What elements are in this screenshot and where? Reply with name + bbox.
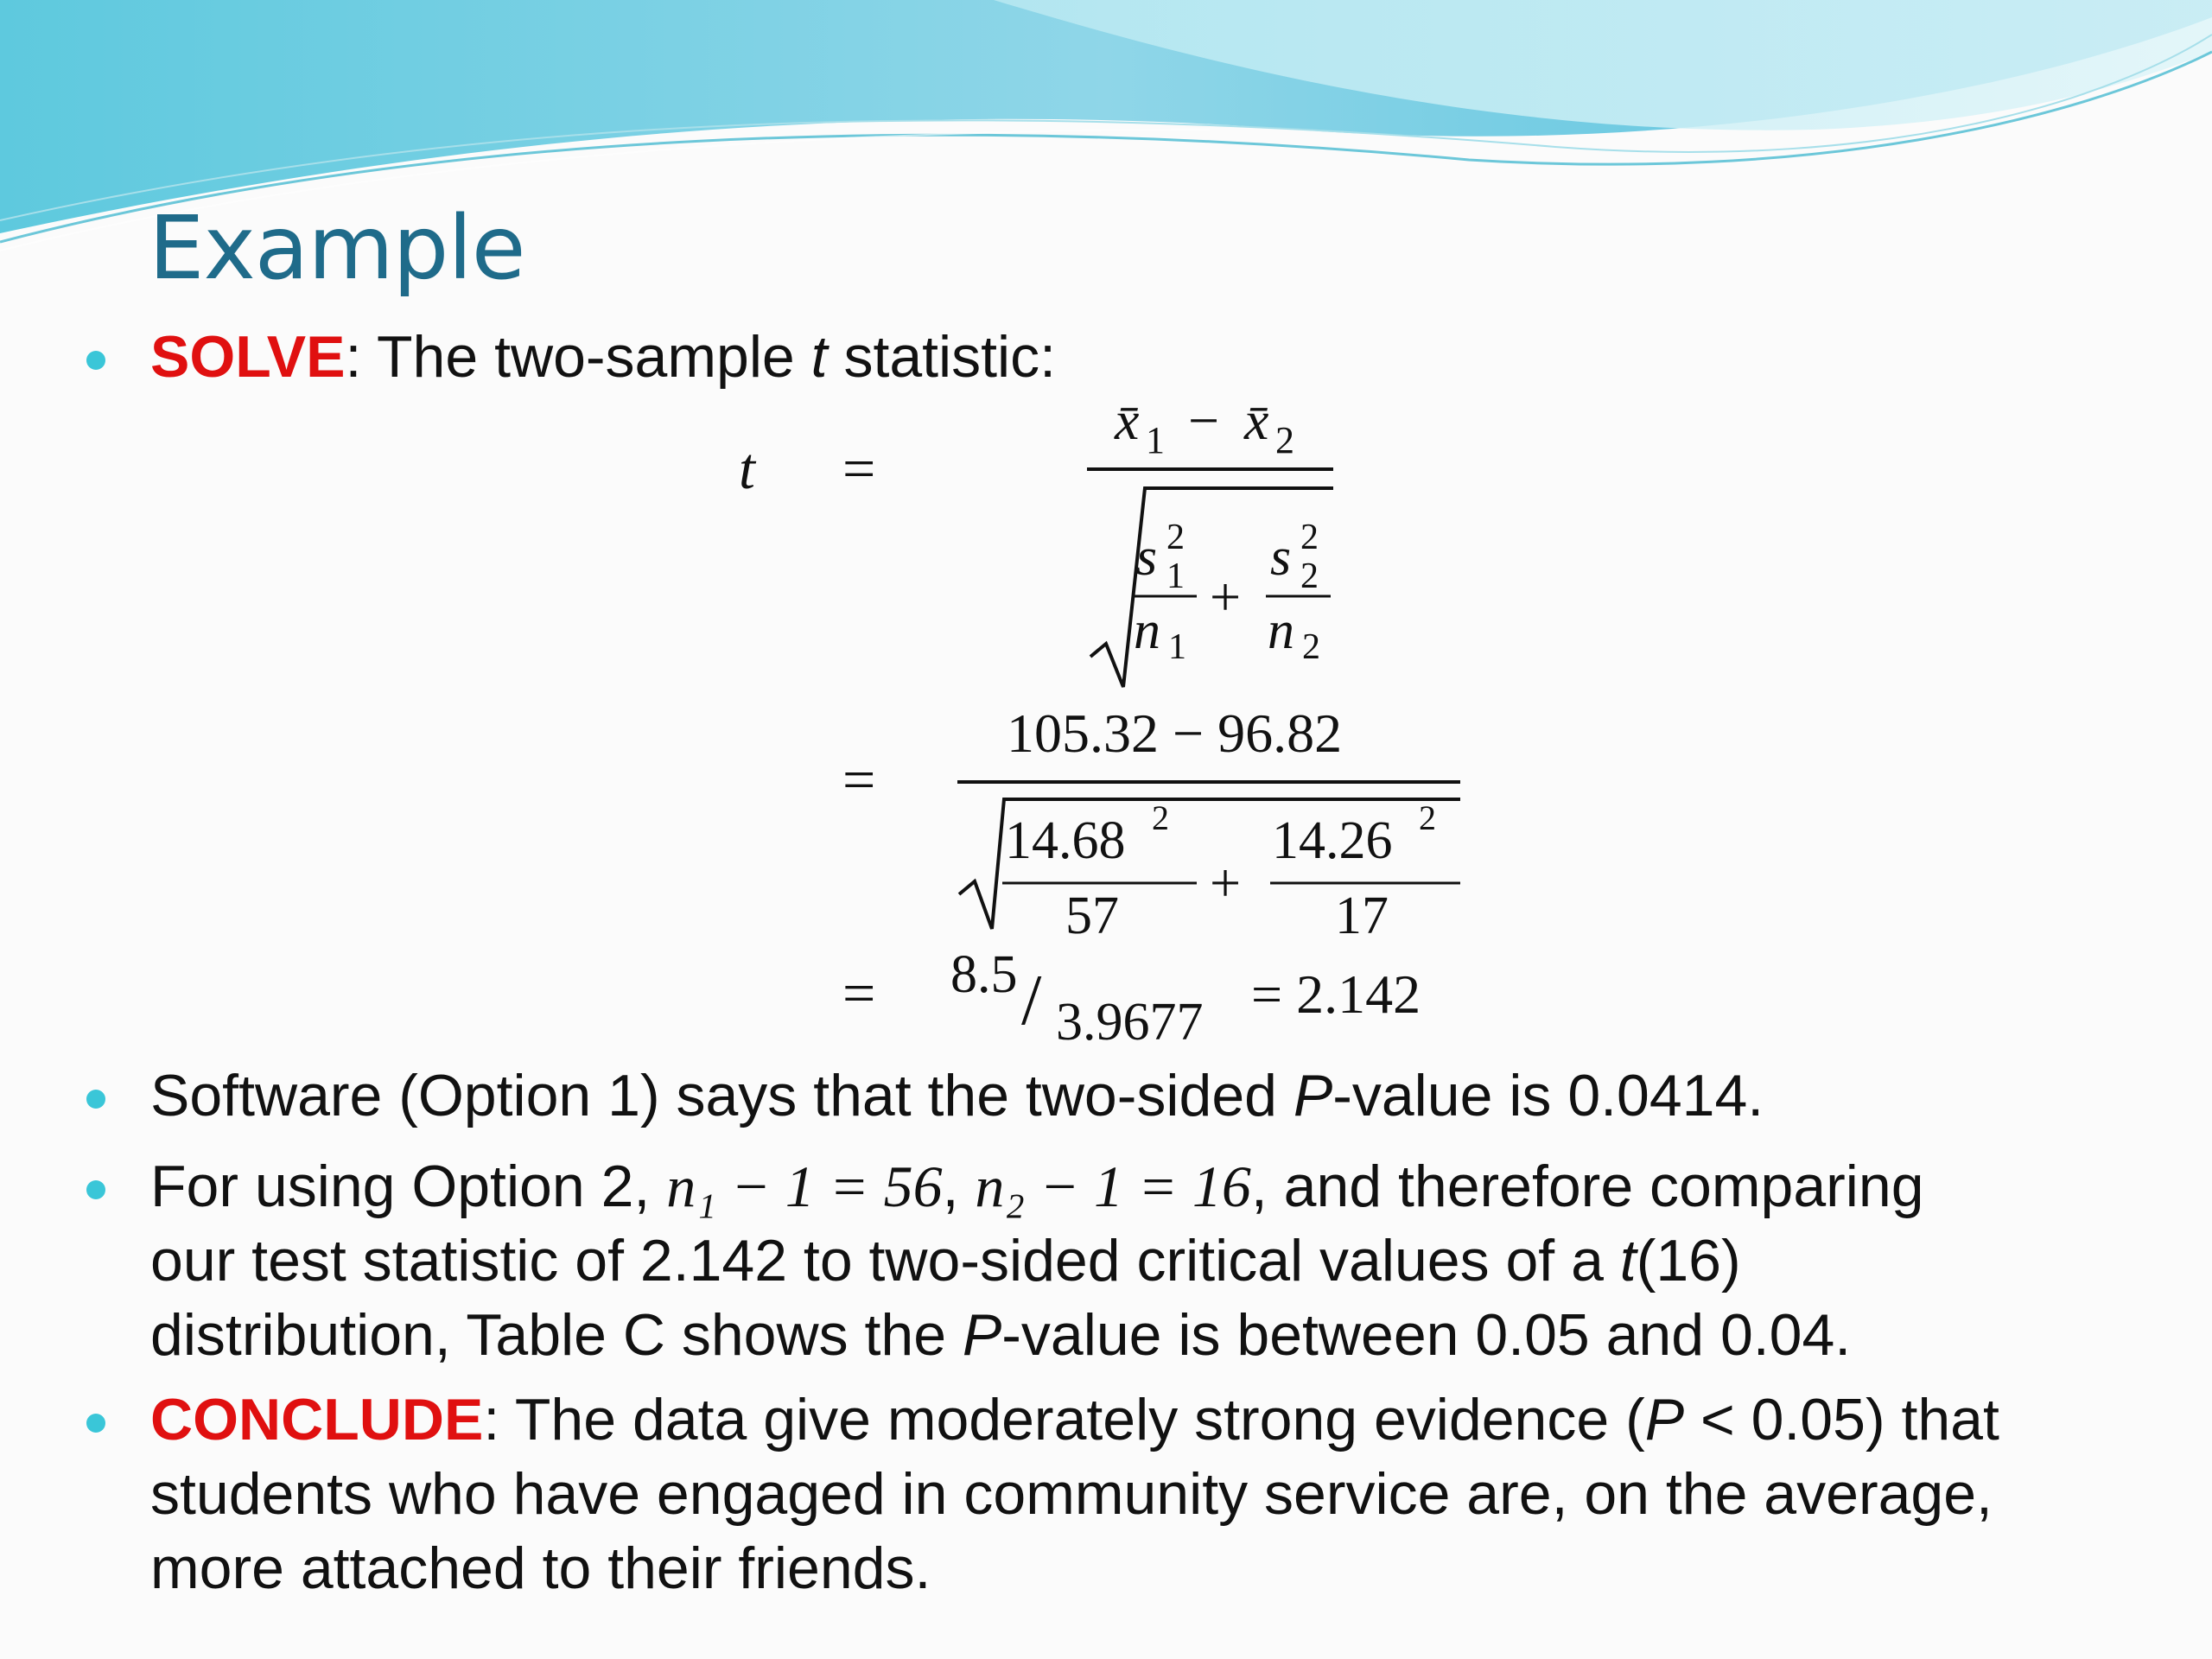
b-value: 14.26 [1272,811,1393,870]
bullet-italic: P [1293,1063,1333,1128]
s1-sub: 1 [1166,556,1185,596]
bullet-text-segment: , [942,1154,976,1219]
d2-value: 17 [1335,887,1389,945]
formula-equals-3: = [842,960,876,1026]
plus-1: + [1210,566,1242,627]
bullet-italic: P [962,1302,1002,1368]
xbar2-sub: 2 [1275,419,1294,461]
numerator-values: 105.32 − 96.82 [1007,702,1343,764]
math-df2: n₂ − 1 = 16 [975,1154,1251,1219]
num-minus: − [1188,390,1220,451]
n1-sub: 1 [1168,627,1186,667]
bullet-text-segment: -value is 0.0414. [1332,1063,1764,1128]
a-sup: 2 [1152,798,1169,837]
slide-title: Example [149,197,525,300]
bullet-italic: t [1619,1228,1637,1294]
bullet-text-line2: students who have engaged in community service are, on the average, [150,1461,1993,1527]
frac-slash: / [1021,960,1042,1040]
s1-sup: 2 [1166,518,1185,557]
bullet-text-segment: distribution, Table C shows the [150,1302,963,1368]
frac-den: 3.9677 [1056,993,1204,1052]
bullet-text-segment: -value is between 0.05 and 0.04. [1001,1302,1852,1368]
bullet-text-segment: , and therefore comparing [1250,1154,1924,1219]
s2: s [1270,528,1292,587]
conclude-label: CONCLUDE [150,1387,484,1452]
solve-label: SOLVE [150,324,346,390]
result: = 2.142 [1251,963,1421,1025]
a-value: 14.68 [1005,811,1126,870]
s2-sup: 2 [1300,518,1319,557]
bullet-text-line3: more attached to their friends. [150,1535,931,1601]
s2-sub: 2 [1300,556,1319,596]
bullet-text-segment: statistic: [827,324,1057,390]
plus-2: + [1210,852,1242,913]
bullet-text-segment: For using Option 2, [150,1154,667,1219]
n1: n [1134,601,1160,660]
bullet-italic: P [1644,1387,1685,1452]
n2: n [1268,601,1294,660]
n2-sub: 2 [1302,627,1320,667]
s1: s [1136,528,1158,587]
xbar2: x̄ [1244,390,1269,451]
d1-value: 57 [1065,887,1119,945]
bullet-text-segment: : The data give moderately strong evidence ( [483,1387,1645,1452]
b-sup: 2 [1419,798,1436,837]
formula-equals-1: = [842,435,876,501]
bullet-text-segment: < 0.05) that [1684,1387,1999,1452]
math-df1: n₁ − 1 = 56 [666,1154,943,1219]
bullet-text-segment: (16) [1636,1228,1741,1294]
formula-equals-2: = [842,747,876,812]
bullet-text-segment: : The two-sample [345,324,811,390]
bullet-italic: t [810,324,828,390]
formula-lhs-t: t [739,435,755,501]
xbar1: x̄ [1115,390,1140,451]
bullet-text-segment: Software (Option 1) says that the two-sided [150,1063,1294,1128]
xbar1-sub: 1 [1146,419,1165,461]
bullet-text-segment: our test statistic of 2.142 to two-sided critical values of a [150,1228,1620,1294]
frac-num: 8.5 [950,945,1018,1004]
